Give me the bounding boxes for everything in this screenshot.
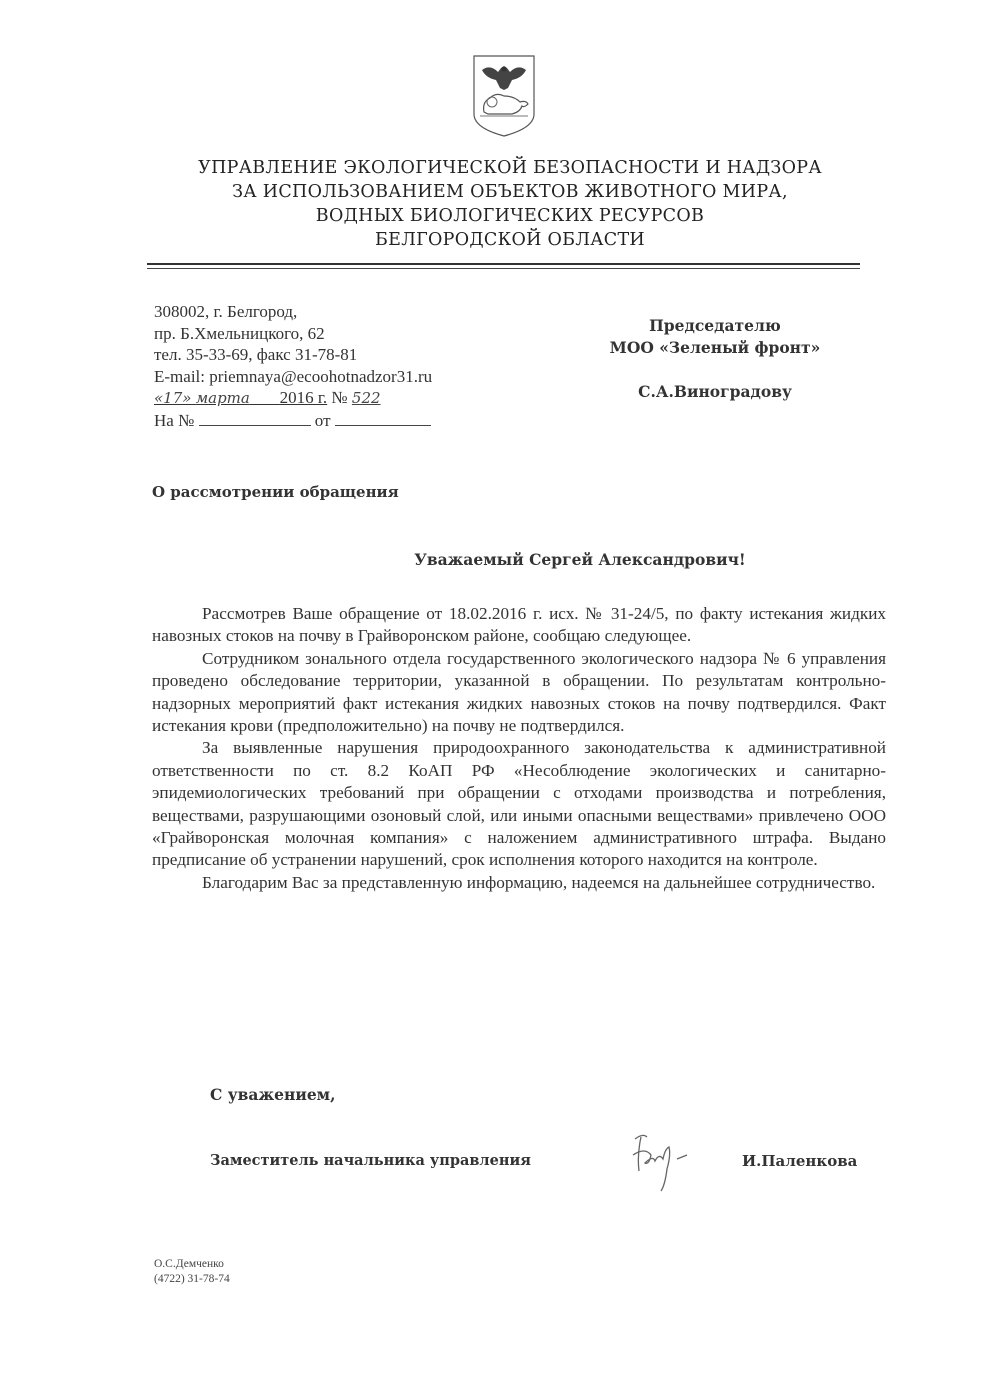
organization-header <box>150 156 870 252</box>
sender-email: E-mail: priemnaya@ecoohotnadzor31.ru <box>154 366 433 386</box>
executor-phone: (4722) 31-78-74 <box>154 1273 230 1285</box>
org-line: УПРАВЛЕНИЕ ЭКОЛОГИЧЕСКОЙ БЕЗОПАСНОСТИ И НАДЗОРА <box>198 158 822 178</box>
sender-address-line2: пр. Б.Хмельницкого, 62 <box>154 323 325 343</box>
sender-phone: тел. 35-33-69, факс 31-78-81 <box>154 345 358 364</box>
header-divider-thin <box>147 268 860 269</box>
reply-label: На № <box>154 410 195 430</box>
body-paragraph: Рассмотрев Ваше обращение от 18.02.2016 г. исх. № 31-24/5, по факту истекания жидких навозных стоков на почву в Грайворонском районе, сообщаю следующее. <box>152 604 886 646</box>
signatory-name: И.Паленкова <box>742 1152 858 1170</box>
body-paragraph: Благодарим Вас за представленную информацию, надеемся на дальнейшее сотрудничество. <box>202 872 876 892</box>
closing: С уважением, <box>210 1085 336 1104</box>
letter-date-number <box>154 387 432 410</box>
from-label: от <box>314 410 331 430</box>
addressee-block <box>560 315 870 403</box>
signatory-position: Заместитель начальника управления <box>210 1152 531 1169</box>
addressee-name: С.А.Виноградову <box>638 382 792 401</box>
letter-subject: О рассмотрении обращения <box>152 483 399 501</box>
date-underline <box>154 388 327 407</box>
executor-block <box>154 1257 230 1287</box>
number-value: 522 <box>351 389 381 407</box>
reply-date-blank <box>335 411 431 426</box>
body-paragraph: За выявленные нарушения природоохранного законодательства к административной ответственности по ст. 8.2 КоАП РФ «Несоблюдение экологических и санитарно-эпидемиологических требований при обращении с отходами производства и потребления, веществами, разрушающими озоновый слой, или иными опасными веществами» привлечено ООО «Грайворонская молочная компания» с наложением административного штрафа. Выдано предписание об устранении нарушений, срок исполнения которого находится на контроле. <box>152 738 886 870</box>
reply-number-blank <box>199 411 311 426</box>
number-label: № <box>331 388 348 407</box>
greeting: Уважаемый Сергей Александрович! <box>414 550 746 569</box>
body-paragraph: Сотрудником зонального отдела государственного экологического надзора № 6 управления проведено обследование территории, указанной в обращении. По результатам контрольно-надзорных мероприятий факт истекания жидких навозных стоков на почву подтвердился. Факт истекания крови (предположительно) на почву не подтвердился. <box>152 648 886 736</box>
addressee-organization: МОО «Зеленый фронт» <box>609 338 821 357</box>
letter-body <box>152 603 886 894</box>
date-year: 2016 г. <box>279 388 328 407</box>
sender-address-line1: 308002, г. Белгород, <box>154 302 298 321</box>
org-line: ЗА ИСПОЛЬЗОВАНИЕМ ОБЪЕКТОВ ЖИВОТНОГО МИРА, <box>232 182 788 202</box>
date-day: «17» <box>154 389 192 407</box>
addressee-title: Председателю <box>649 316 781 335</box>
coat-of-arms-icon <box>468 52 540 140</box>
sender-block <box>154 301 432 431</box>
header-divider <box>147 263 860 265</box>
handwritten-signature-icon <box>625 1125 715 1195</box>
reply-to-line <box>154 410 432 432</box>
org-line: ВОДНЫХ БИОЛОГИЧЕСКИХ РЕСУРСОВ <box>315 206 705 226</box>
executor-name: О.С.Демченко <box>154 1258 224 1270</box>
date-month: марта <box>195 389 250 407</box>
org-line: БЕЛГОРОДСКОЙ ОБЛАСТИ <box>374 230 645 250</box>
